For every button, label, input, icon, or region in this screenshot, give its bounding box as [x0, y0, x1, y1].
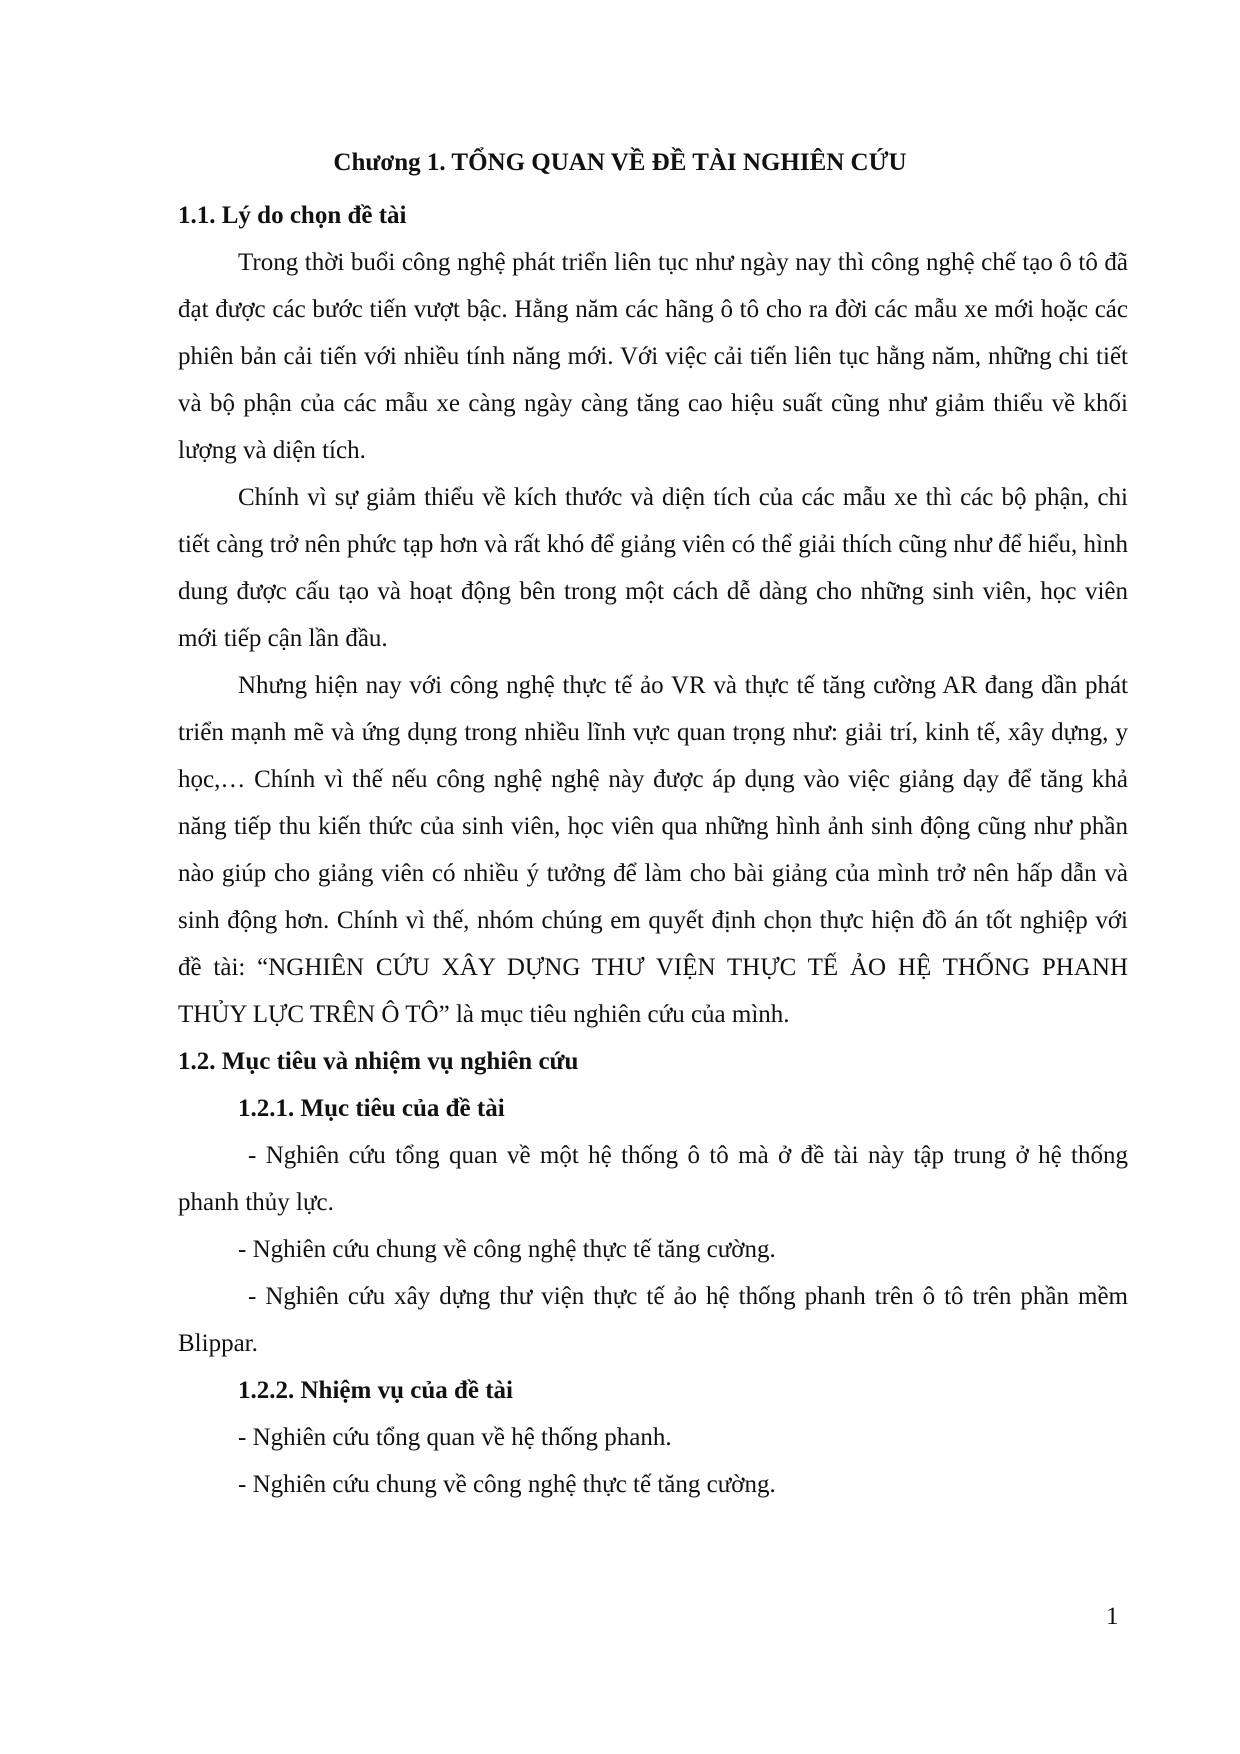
section-heading-1-2: 1.2. Mục tiêu và nhiệm vụ nghiên cứu [178, 1048, 579, 1075]
list-item: - Nghiên cứu tổng quan về một hệ thống ô tô mà ở đề tài này tập trung ở hệ thống phanh thủy lực. [178, 1142, 1128, 1216]
section-heading-1-1: 1.1. Lý do chọn đề tài [178, 202, 407, 229]
body-paragraph: Nhưng hiện nay với công nghệ thực tế ảo VR và thực tế tăng cường AR đang dần phát triển mạnh mẽ và ứng dụng trong nhiều lĩnh vực quan trọng như: giải trí, kinh tế, xây dựng, y học,… Chính vì thế nếu công nghệ nghệ này được áp dụng vào việc giảng dạy để tăng khả năng tiếp thu kiến thức của sinh viên, học viên qua những hình ảnh sinh động cũng như phần nào giúp cho giảng viên có nhiều ý tưởng để làm cho bài giảng của mình trở nên hấp dẫn và sinh động hơn. Chính vì thế, nhóm chúng em quyết định chọn thực hiện đồ án tốt nghiệp với đề tài: “NGHIÊN CỨU XÂY DỰNG THƯ VIỆN THỰC TẾ ẢO HỆ THỐNG PHANH THỦY LỰC TRÊN Ô TÔ” là mục tiêu nghiên cứu của mình. [178, 672, 1128, 1028]
chapter-title: Chương 1. TỔNG QUAN VỀ ĐỀ TÀI NGHIÊN CỨU [333, 149, 907, 176]
page-content [178, 192, 1128, 1508]
list-item: - Nghiên cứu chung về công nghệ thực tế tăng cường. [238, 1471, 776, 1498]
subsection-heading-1-2-1: 1.2.1. Mục tiêu của đề tài [238, 1095, 505, 1122]
list-item: - Nghiên cứu tổng quan về hệ thống phanh. [238, 1424, 672, 1451]
page-number: 1 [1106, 1603, 1119, 1630]
list-item: - Nghiên cứu xây dựng thư viện thực tế ảo hệ thống phanh trên ô tô trên phần mềm Blippar. [178, 1283, 1128, 1357]
body-paragraph: Chính vì sự giảm thiểu về kích thước và diện tích của các mẫu xe thì các bộ phận, chi tiết càng trở nên phức tạp hơn và rất khó để giảng viên có thể giải thích cũng như để hiểu, hình dung được cấu tạo và hoạt động bên trong một cách dễ dàng cho những sinh viên, học viên mới tiếp cận lần đầu. [178, 484, 1128, 652]
subsection-heading-1-2-2: 1.2.2. Nhiệm vụ của đề tài [238, 1377, 513, 1404]
body-paragraph: Trong thời buổi công nghệ phát triển liên tục như ngày nay thì công nghệ chế tạo ô tô đã đạt được các bước tiến vượt bậc. Hằng năm các hãng ô tô cho ra đời các mẫu xe mới hoặc các phiên bản cải tiến với nhiều tính năng mới. Với việc cải tiến liên tục hằng năm, những chi tiết và bộ phận của các mẫu xe càng ngày càng tăng cao hiệu suất cũng như giảm thiểu về khối lượng và diện tích. [178, 249, 1128, 464]
list-item: - Nghiên cứu chung về công nghệ thực tế tăng cường. [238, 1236, 776, 1263]
